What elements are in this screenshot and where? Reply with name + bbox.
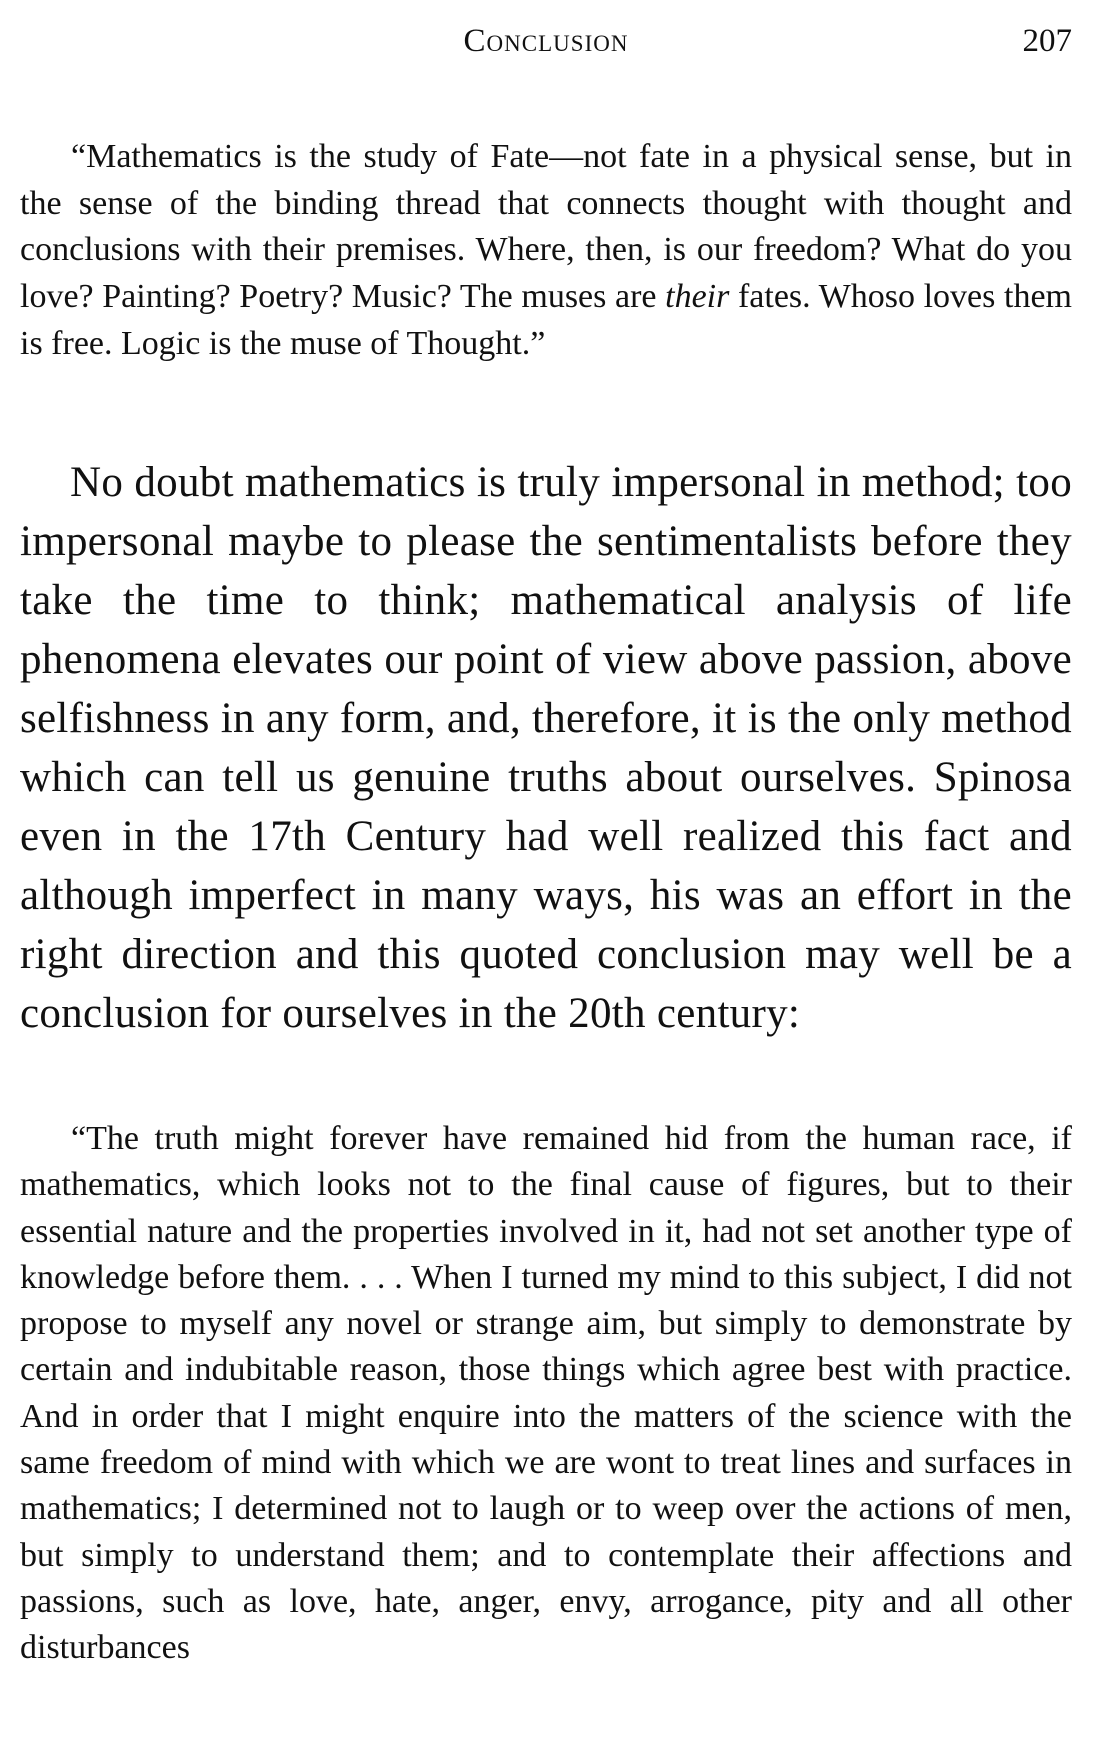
quote-spinoza — [20, 1116, 1072, 1672]
page-number: 207 — [1022, 23, 1072, 59]
body-paragraph-text: No doubt mathematics is truly impersonal in method; too impersonal maybe to please the sentimentalists before they take the time to think; mathematical analysis of life phenomena elevates our point of view above passion, above selfishness in any form, and, therefore, it is the only method which can tell us genuine truths about ourselves. Spinosa even in the 17th Century had well realized this fact and although imperfect in many ways, his was an effort in the right direction and this quoted conclusion may well be a conclusion for ourselves in the 20th century: — [20, 459, 1072, 1037]
quote-text-after-italic: fates. Whoso loves them is free. Logic is the muse of Thought.” — [20, 278, 1072, 362]
quote-spinoza-text: “The truth might forever have remained hid from the human race, if mathematics, which looks not to the final cause of figures, but to their essential nature and the properties involved in it, had not set another type of knowledge before them. . . . When I turned my mind to this subject, I did not propose to myself any novel or strange aim, but simply to demonstrate by certain and indubitable reason, those things which agree best with practice. And in order that I might enquire into the matters of the science with the same freedom of mind with which we are wont to treat lines and surfaces in mathematics; I determined not to laugh or to weep over the actions of men, but simply to understand them; and to contemplate their affections and passions, such as love, hate, anger, envy, arrogance, pity and all other disturbances — [20, 1120, 1072, 1667]
running-title: Conclusion — [463, 23, 629, 59]
quote-mathematics-fate — [20, 134, 1072, 368]
running-header — [20, 16, 1072, 66]
quote-italic-word: their — [665, 278, 730, 316]
body-paragraph — [20, 453, 1072, 1043]
quote-text-before-italic: “Mathematics is the study of Fate—not fate in a physical sense, but in the sense of the binding thread that connects thought with thought and conclusions with their premises. Where, then, is our freedom? What do you love? Painting? Poetry? Music? The muses are — [20, 138, 1072, 316]
